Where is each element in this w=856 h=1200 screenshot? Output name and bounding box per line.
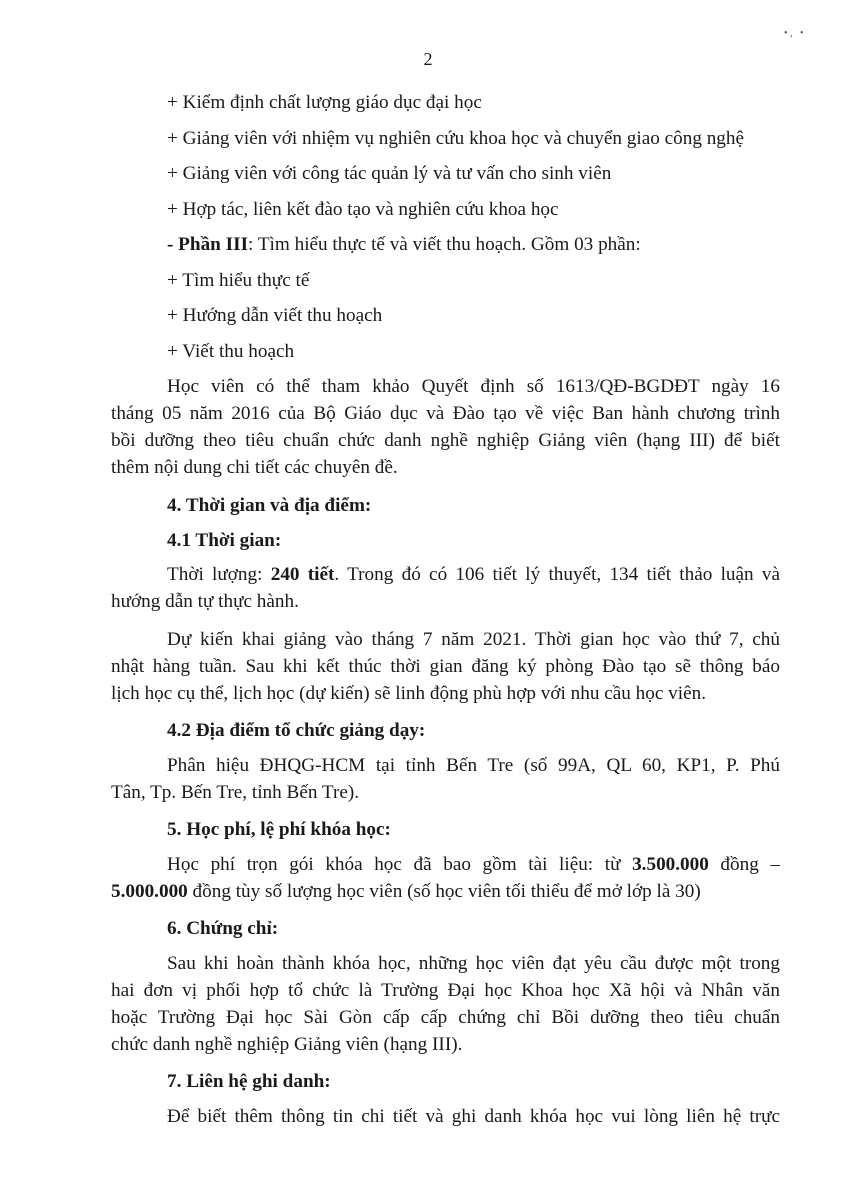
list-item: + Giảng viên với nhiệm vụ nghiên cứu khoa học và chuyển giao công nghệ	[167, 128, 745, 149]
paragraph-line: Để biết thêm thông tin chi tiết và ghi danh khóa học vui lòng liên hệ trực	[167, 1106, 780, 1127]
part3-text: : Tìm hiểu thực tế và viết thu hoạch. Gồm 03 phần:	[248, 234, 641, 255]
paragraph-line: Phân hiệu ĐHQG-HCM tại tỉnh Bến Tre (số 99A, QL 60, KP1, P. Phú	[167, 755, 780, 776]
duration-label: Thời lượng:	[167, 564, 271, 585]
duration-value: 240 tiết	[270, 564, 335, 585]
paragraph-line: Tân, Tp. Bến Tre, tỉnh Bến Tre).	[111, 782, 360, 803]
fee-line-2	[111, 881, 701, 903]
paragraph-line: Dự kiến khai giảng vào tháng 7 năm 2021. Thời gian học vào thứ 7, chủ	[167, 629, 780, 650]
fee-max: 5.000.000	[111, 881, 188, 902]
paragraph-line: nhật hàng tuần. Sau khi kết thúc thời gian đăng ký phòng Đào tạo sẽ thông báo	[111, 656, 780, 677]
part3-prefix: - Phần III	[167, 234, 249, 255]
duration-line	[167, 564, 780, 586]
paragraph-line: chức danh nghề nghiệp Giảng viên (hạng III).	[111, 1034, 463, 1055]
subsection-heading: 4.2 Địa điểm tổ chức giảng dạy:	[167, 720, 426, 741]
section-heading: 6. Chứng chỉ:	[167, 918, 279, 939]
list-item: + Tìm hiểu thực tế	[167, 270, 310, 291]
fee-text-2: đồng tùy số lượng học viên (số học viên tối thiểu để mở lớp là 30)	[187, 881, 701, 902]
scan-specks: • , •	[784, 28, 804, 39]
section-heading: 7. Liên hệ ghi danh:	[167, 1071, 331, 1092]
list-item: + Kiểm định chất lượng giáo dục đại học	[167, 92, 482, 113]
fee-text: Học phí trọn gói khóa học đã bao gồm tài liệu: từ	[167, 854, 633, 875]
page-number: 2	[423, 49, 433, 69]
list-item: + Hướng dẫn viết thu hoạch	[167, 305, 383, 326]
section-heading: 4. Thời gian và địa điểm:	[167, 495, 372, 516]
fee-text-end: đồng –	[708, 854, 780, 875]
subsection-heading: 4.1 Thời gian:	[167, 530, 282, 551]
list-item: + Viết thu hoạch	[167, 341, 295, 362]
paragraph-line: tháng 05 năm 2016 của Bộ Giáo dục và Đào tạo về việc Ban hành chương trình	[111, 403, 780, 424]
part3-line	[167, 234, 641, 256]
paragraph-line: bồi dưỡng theo tiêu chuẩn chức danh nghề nghiệp Giảng viên (hạng III) để biết	[111, 430, 780, 451]
paragraph-line: hai đơn vị phối hợp tổ chức là Trường Đại học Khoa học Xã hội và Nhân văn	[111, 980, 780, 1001]
list-item: + Hợp tác, liên kết đào tạo và nghiên cứu khoa học	[167, 199, 559, 220]
paragraph-line: hoặc Trường Đại học Sài Gòn cấp cấp chứng chỉ Bồi dưỡng theo tiêu chuẩn	[111, 1007, 780, 1028]
paragraph-line: Sau khi hoàn thành khóa học, những học viên đạt yêu cầu được một trong	[167, 953, 780, 974]
list-item: + Giảng viên với công tác quản lý và tư vấn cho sinh viên	[167, 163, 612, 184]
section-heading: 5. Học phí, lệ phí khóa học:	[167, 819, 391, 840]
paragraph-line: hướng dẫn tự thực hành.	[111, 591, 299, 612]
paragraph-line: lịch học cụ thể, lịch học (dự kiến) sẽ linh động phù hợp với nhu cầu học viên.	[111, 683, 706, 704]
paragraph-line: thêm nội dung chi tiết các chuyên đề.	[111, 457, 398, 478]
duration-rest: . Trong đó có 106 tiết lý thuyết, 134 tiết thảo luận và	[334, 564, 780, 585]
paragraph-line: Học viên có thể tham khảo Quyết định số 1613/QĐ-BGDĐT ngày 16	[167, 376, 780, 397]
fee-min: 3.500.000	[632, 854, 709, 875]
fee-line	[167, 854, 780, 876]
